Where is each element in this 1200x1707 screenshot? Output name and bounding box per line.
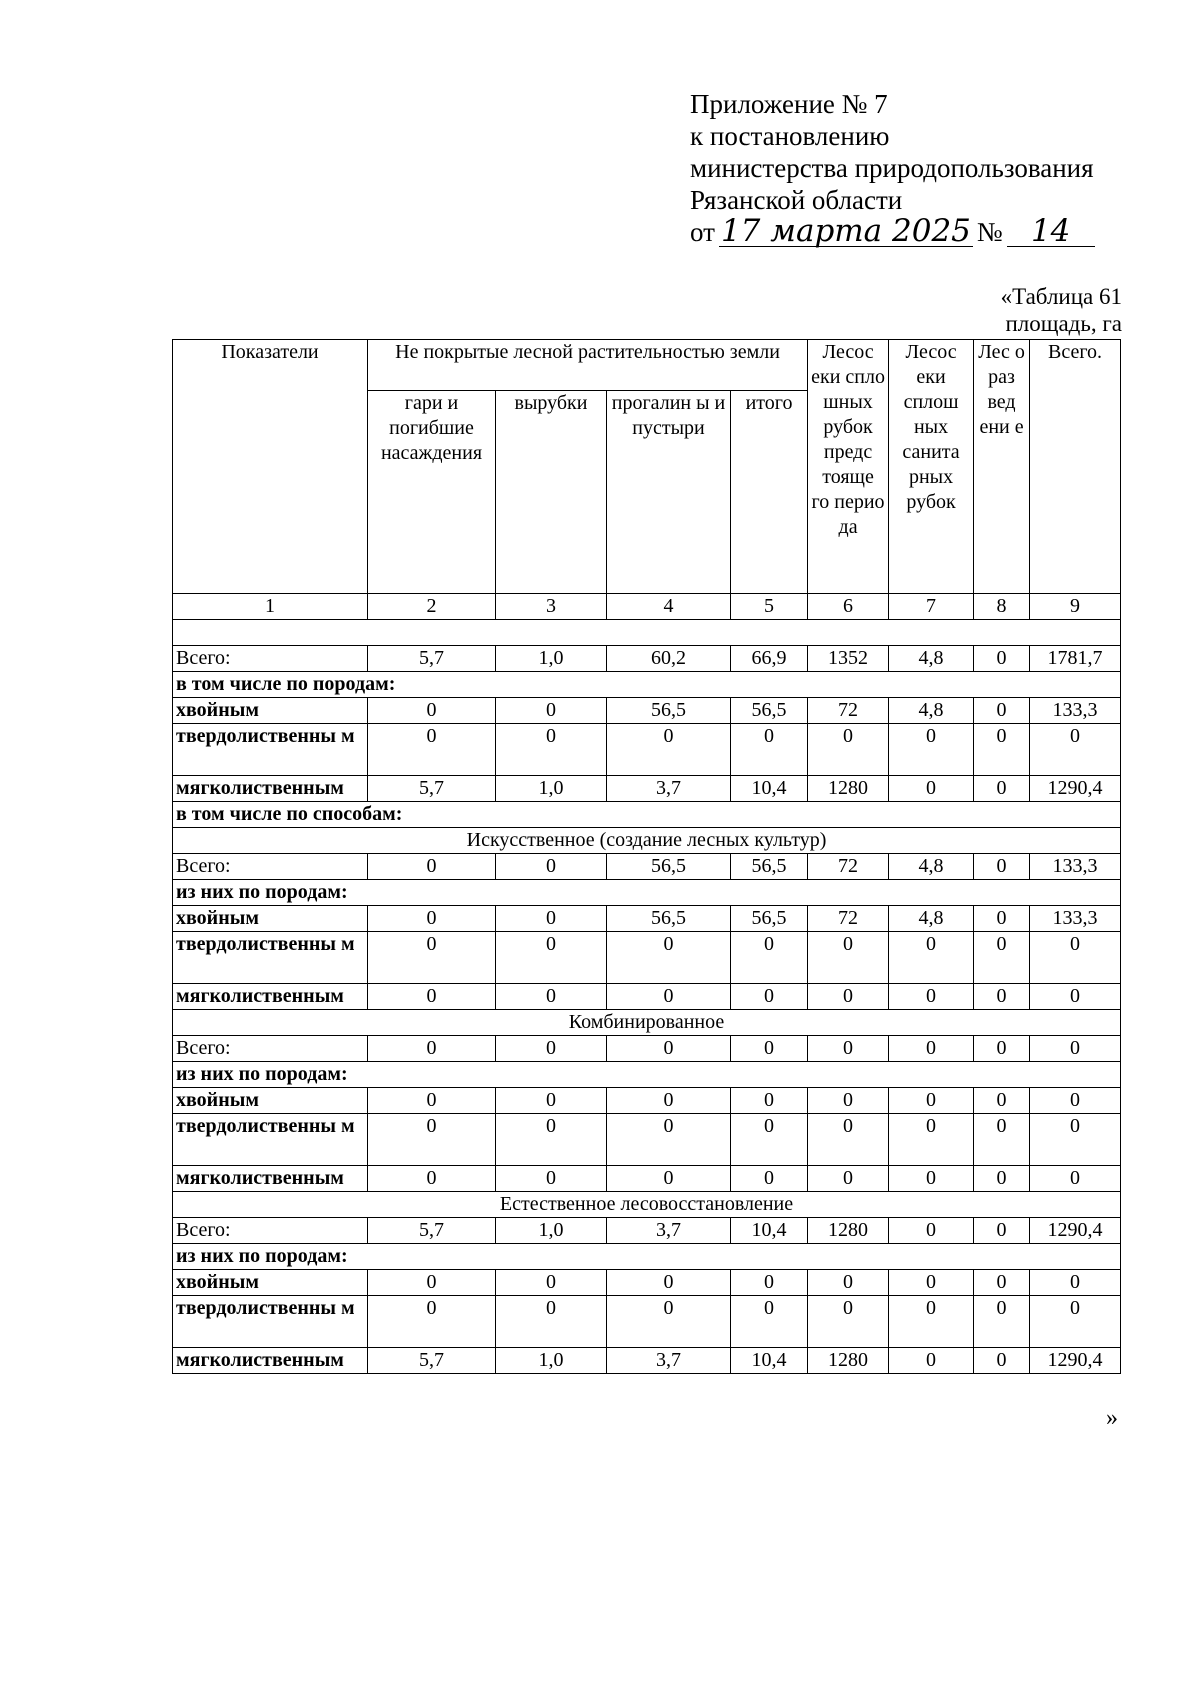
row-nat-softwood [173,1348,1121,1374]
cell: 0 [889,1166,974,1192]
cell: 0 [368,932,496,984]
cell: 0 [974,1270,1030,1296]
cell: 3,7 [607,776,731,802]
cell: 0 [368,984,496,1010]
row-label: твердолиственны м [173,932,368,984]
cell: 60,2 [607,646,731,672]
col-num: 6 [808,594,889,620]
cell: 0 [496,1296,607,1348]
cell: 0 [1030,984,1121,1010]
row-art-softwood [173,984,1121,1010]
cell: 0 [889,984,974,1010]
cell: 0 [808,984,889,1010]
from-prefix: от [690,217,715,247]
cell: 10,4 [731,1348,808,1374]
cell: 0 [1030,1270,1121,1296]
cell: 1290,4 [1030,1348,1121,1374]
cell: 0 [974,1166,1030,1192]
col-total: итого [731,391,808,594]
cell: 0 [607,1166,731,1192]
appendix-title: Приложение № 7 [690,89,888,119]
col-num: 1 [173,594,368,620]
section-label: из них по породам: [173,880,1121,906]
section-label: из них по породам: [173,1062,1121,1088]
cell: 4,8 [889,698,974,724]
cell: 0 [731,1296,808,1348]
cell: 0 [368,906,496,932]
cell: 0 [808,1088,889,1114]
cell: 0 [889,1348,974,1374]
section-combined [173,1010,1121,1036]
cell: 0 [974,1088,1030,1114]
cell: 0 [889,1036,974,1062]
row-label: мягколиственным [173,984,368,1010]
handwritten-date: 17 марта 2025 [720,213,971,249]
cell: 10,4 [731,1218,808,1244]
col-burned: гари и погибшие насаждения [368,391,496,594]
cell: 0 [974,854,1030,880]
cell: 56,5 [607,906,731,932]
row-coniferous [173,698,1121,724]
cell: 0 [974,1296,1030,1348]
row-of-them [173,880,1121,906]
col-forest-breeding: Лес о раз вед ени е [974,340,1030,594]
cell: 0 [368,724,496,776]
col-num: 7 [889,594,974,620]
col-clearings: вырубки [496,391,607,594]
row-art-hardwood [173,932,1121,984]
cell: 1,0 [496,776,607,802]
row-label: хвойным [173,906,368,932]
cell: 0 [496,1036,607,1062]
appendix-line2: к постановлению [690,121,890,151]
cell: 0 [1030,1166,1121,1192]
cell: 0 [808,932,889,984]
row-nat-hardwood [173,1296,1121,1348]
row-label: хвойным [173,1270,368,1296]
cell: 0 [368,1114,496,1166]
cell: 0 [607,1114,731,1166]
document-header [690,88,1099,248]
col-num: 8 [974,594,1030,620]
row-art-total [173,854,1121,880]
col-not-covered-group: Не покрытые лесной растительностью земли [368,340,808,391]
cell: 0 [607,1088,731,1114]
cell: 0 [368,1036,496,1062]
cell: 0 [731,724,808,776]
row-label: хвойным [173,698,368,724]
cell: 0 [889,1296,974,1348]
cell: 0 [808,724,889,776]
cell: 0 [889,1218,974,1244]
col-sanitary-clear-cut: Лесос еки сплош ных санита рных рубок [889,340,974,594]
cell: 72 [808,854,889,880]
table-title [1001,283,1122,337]
cell: 0 [808,1114,889,1166]
row-label: мягколиственным [173,1166,368,1192]
cell: 0 [889,776,974,802]
row-comb-softwood [173,1166,1121,1192]
cell: 0 [1030,1114,1121,1166]
cell: 0 [368,1296,496,1348]
col-indicators: Показатели [173,340,368,594]
cell: 133,3 [1030,854,1121,880]
cell: 0 [496,1114,607,1166]
cell: 1,0 [496,1218,607,1244]
cell: 0 [974,1114,1030,1166]
cell: 0 [496,724,607,776]
cell: 72 [808,698,889,724]
row-of-them [173,1062,1121,1088]
row-label: Всего: [173,646,368,672]
cell: 0 [889,1088,974,1114]
appendix-line4: Рязанской области [690,185,903,215]
cell: 0 [496,906,607,932]
cell: 0 [607,932,731,984]
appendix-line3: министерства природопользования [690,153,1094,183]
cell: 0 [889,1114,974,1166]
cell: 56,5 [607,698,731,724]
cell: 1290,4 [1030,1218,1121,1244]
col-num: 5 [731,594,808,620]
cell: 4,8 [889,854,974,880]
cell: 0 [607,1270,731,1296]
column-number-row [173,594,1121,620]
cell: 0 [607,724,731,776]
cell: 0 [368,854,496,880]
cell: 0 [496,1270,607,1296]
section-title: Искусственное (создание лесных культур) [173,828,1121,854]
cell: 72 [808,906,889,932]
cell: 0 [731,932,808,984]
cell: 5,7 [368,776,496,802]
cell: 0 [808,1036,889,1062]
cell: 1280 [808,1218,889,1244]
section-label: из них по породам: [173,1244,1121,1270]
table-name: «Таблица 61 [1000,284,1122,309]
cell: 1280 [808,776,889,802]
cell: 0 [368,1166,496,1192]
cell: 0 [496,1088,607,1114]
cell: 0 [889,1270,974,1296]
row-label: твердолиственны м [173,1114,368,1166]
cell: 1781,7 [1030,646,1121,672]
cell: 0 [974,698,1030,724]
cell: 0 [607,1296,731,1348]
row-comb-hardwood [173,1114,1121,1166]
col-num: 9 [1030,594,1121,620]
cell: 0 [368,1270,496,1296]
cell: 0 [889,932,974,984]
cell: 133,3 [1030,906,1121,932]
section-title: Комбинированное [173,1010,1121,1036]
cell: 4,8 [889,906,974,932]
row-label: твердолиственны м [173,724,368,776]
section-title: Естественное лесовосстановление [173,1192,1121,1218]
cell: 1,0 [496,1348,607,1374]
cell: 0 [974,1348,1030,1374]
section-natural [173,1192,1121,1218]
cell: 56,5 [731,698,808,724]
col-num: 4 [607,594,731,620]
handwritten-number: 14 [1007,216,1095,247]
cell: 1,0 [496,646,607,672]
date-line [690,213,1099,249]
row-label: хвойным [173,1088,368,1114]
row-softwood [173,776,1121,802]
row-label: Всего: [173,854,368,880]
cell: 5,7 [368,646,496,672]
cell: 0 [974,984,1030,1010]
cell: 0 [1030,1088,1121,1114]
row-comb-total [173,1036,1121,1062]
col-num: 3 [496,594,607,620]
cell: 5,7 [368,1218,496,1244]
cell: 0 [974,724,1030,776]
cell: 66,9 [731,646,808,672]
section-label: в том числе по способам: [173,802,1121,828]
cell: 0 [607,984,731,1010]
cell: 0 [731,1036,808,1062]
row-nat-total [173,1218,1121,1244]
cell: 0 [1030,1036,1121,1062]
cell: 0 [808,1166,889,1192]
table-unit: площадь, га [1005,311,1122,336]
row-of-them [173,1244,1121,1270]
cell: 0 [974,776,1030,802]
row-hardwood [173,724,1121,776]
cell: 0 [974,1036,1030,1062]
row-label: мягколиственным [173,1348,368,1374]
cell: 0 [731,1114,808,1166]
cell: 0 [889,724,974,776]
cell: 0 [1030,932,1121,984]
blank-row [173,620,1121,646]
cell: 1352 [808,646,889,672]
cell: 1290,4 [1030,776,1121,802]
cell: 0 [731,1088,808,1114]
blank-cell [173,620,1121,646]
cell: 0 [607,1036,731,1062]
cell: 0 [974,1218,1030,1244]
cell: 0 [496,1166,607,1192]
col-all: Всего. [1030,340,1121,594]
cell: 0 [496,698,607,724]
row-total [173,646,1121,672]
cell: 0 [731,984,808,1010]
cell: 3,7 [607,1348,731,1374]
col-num: 2 [368,594,496,620]
cell: 56,5 [731,854,808,880]
row-by-species [173,672,1121,698]
col-glades: прогалин ы и пустыри [607,391,731,594]
cell: 56,5 [731,906,808,932]
closing-quote: » [1106,1405,1118,1431]
cell: 0 [974,646,1030,672]
row-label: Всего: [173,1036,368,1062]
cell: 0 [731,1270,808,1296]
col-prior-clear-cut: Лесос еки спло шных рубок предс тояще го перио да [808,340,889,594]
row-by-methods [173,802,1121,828]
cell: 0 [808,1270,889,1296]
row-label: мягколиственным [173,776,368,802]
row-label: твердолиственны м [173,1296,368,1348]
cell: 0 [496,984,607,1010]
cell: 3,7 [607,1218,731,1244]
data-table [172,339,1121,1374]
row-art-coniferous [173,906,1121,932]
cell: 0 [974,906,1030,932]
row-label: Всего: [173,1218,368,1244]
cell: 10,4 [731,776,808,802]
cell: 133,3 [1030,698,1121,724]
cell: 4,8 [889,646,974,672]
cell: 0 [368,698,496,724]
cell: 0 [368,1088,496,1114]
cell: 1280 [808,1348,889,1374]
section-artificial [173,828,1121,854]
section-label: в том числе по породам: [173,672,1121,698]
number-label: № [976,217,1003,247]
cell: 0 [496,854,607,880]
cell: 0 [731,1166,808,1192]
row-nat-coniferous [173,1270,1121,1296]
cell: 56,5 [607,854,731,880]
cell: 5,7 [368,1348,496,1374]
row-comb-coniferous [173,1088,1121,1114]
cell: 0 [808,1296,889,1348]
cell: 0 [496,932,607,984]
cell: 0 [1030,724,1121,776]
cell: 0 [974,932,1030,984]
cell: 0 [1030,1296,1121,1348]
